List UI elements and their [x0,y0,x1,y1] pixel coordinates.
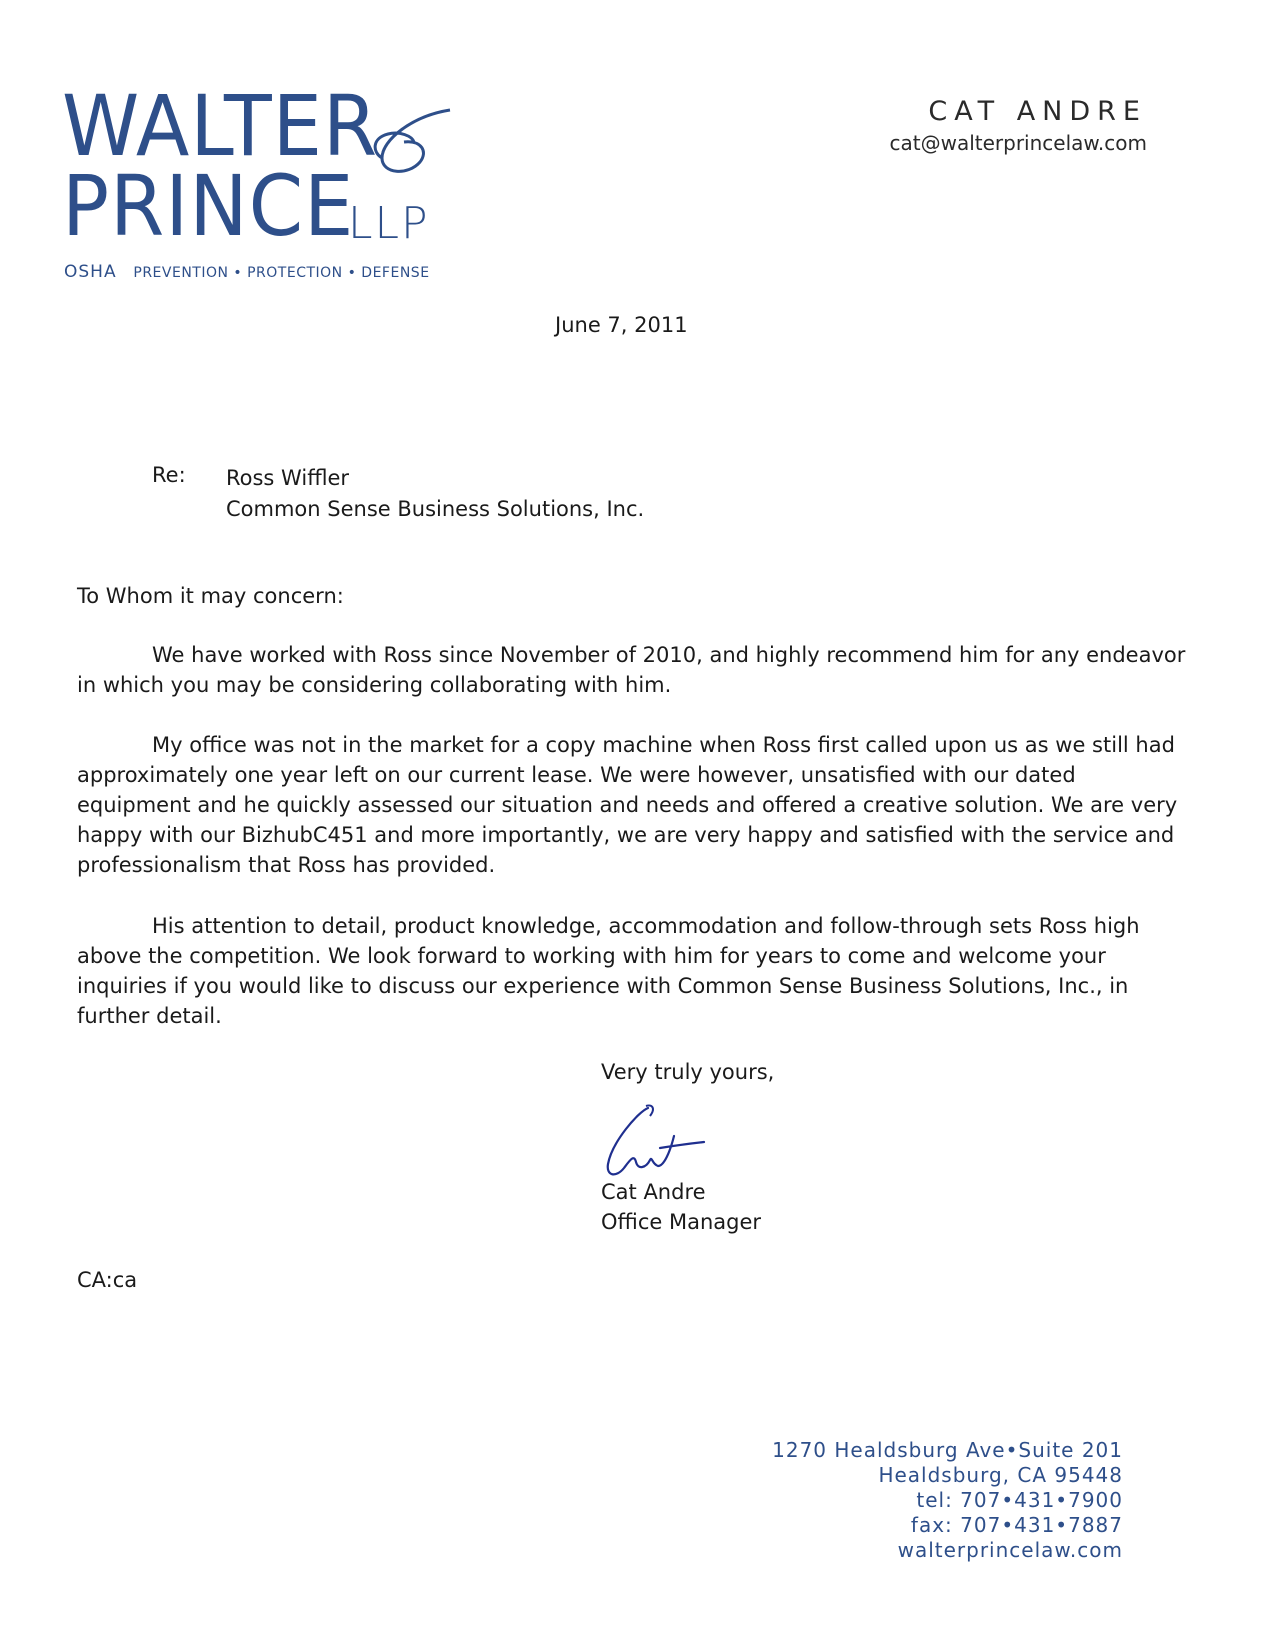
reference-initials: CA:ca [77,1268,138,1292]
logo-tagline [64,262,430,282]
footer-address-line2: Healdsburg, CA 95448 [878,1463,1123,1487]
footer-address-line1: 1270 Healdsburg Ave•Suite 201 [772,1438,1123,1462]
sender-email: cat@walterprincelaw.com [889,131,1147,155]
body-paragraph-2: My office was not in the market for a copy machine when Ross first called upon us as we still had approximately one year left on our current lease. We were however, unsatisfied with our dated equipment and he quickly assessed our situation and needs and offered a creative solution. We are very happy with our BizhubC451 and more importantly, we are very happy and satisfied with the service and professionalism that Ross has provided. [77,733,1178,877]
closing: Very truly yours, [601,1060,775,1084]
handwritten-signature [600,1102,720,1182]
footer-website: walterprincelaw.com [897,1538,1123,1562]
logo-prince: PRINCE [62,157,355,255]
body-paragraph-3: His attention to detail, product knowledge, accommodation and follow-through sets Ross high above the competition. We look forward to working with him for years to come and welcome your inquiries if you would like to discuss our experience with Common Sense Business Solutions, Inc., in further detail. [77,914,1140,1028]
logo-llp: LLP [348,198,430,249]
ampersand-logo-mark [342,102,462,182]
tagline-services: PREVENTION • PROTECTION • DEFENSE [133,265,430,281]
company-logo [62,77,462,284]
sender-name: CAT ANDRE [928,96,1147,127]
signer-name: Cat Andre [601,1180,706,1204]
logo-walter: WALTER [62,77,379,175]
re-subject [226,463,644,525]
signer-title: Office Manager [601,1210,762,1234]
letter-date: June 7, 2011 [555,313,688,337]
re-line-company: Common Sense Business Solutions, Inc. [226,497,645,521]
re-line-person: Ross Wiffler [226,466,350,490]
footer-contact [772,1438,1123,1563]
re-label: Re: [152,463,186,487]
tagline-osha: OSHA [64,262,117,282]
footer-fax: fax: 707•431•7887 [910,1513,1123,1537]
body-paragraph-1: We have worked with Ross since November of 2010, and highly recommend him for any endeavor in which you may be considering collaborating with him. [77,643,1186,697]
footer-tel: tel: 707•431•7900 [916,1488,1123,1512]
salutation: To Whom it may concern: [77,584,344,608]
sender-block [747,96,1147,155]
